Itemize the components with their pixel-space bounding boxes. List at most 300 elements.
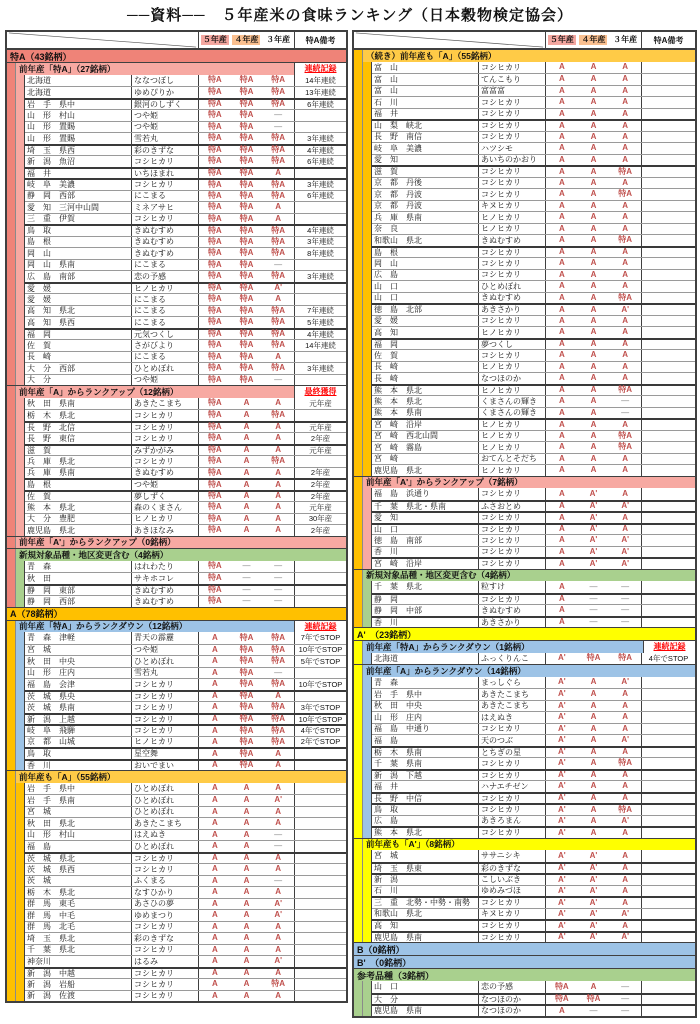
variety-cell: コシヒカリ bbox=[132, 854, 199, 864]
variety-cell: コシヒカリ bbox=[132, 991, 199, 1002]
area-cell: 新 潟 岩船 bbox=[25, 979, 132, 990]
rating-cells bbox=[546, 547, 642, 558]
rating-y3: 特A bbox=[271, 329, 286, 339]
table-row bbox=[7, 270, 346, 282]
level1-band bbox=[354, 581, 363, 593]
remark-cell bbox=[295, 561, 346, 573]
level2-band bbox=[363, 803, 372, 815]
rating-y4: A bbox=[590, 327, 597, 337]
rating-y3: A bbox=[622, 689, 629, 699]
variety-cell: あきさかり bbox=[479, 618, 546, 628]
area-cell: 山 形 置賜 bbox=[25, 133, 132, 144]
table-row bbox=[7, 955, 346, 967]
variety-cell: コシヒカリ bbox=[479, 898, 546, 908]
table-row bbox=[354, 677, 695, 689]
rating-cells bbox=[546, 442, 642, 453]
table-row bbox=[7, 247, 346, 259]
level1-band bbox=[354, 803, 363, 815]
remark-cell bbox=[642, 316, 695, 327]
level1-band bbox=[354, 292, 363, 304]
rating-y5: 特A bbox=[554, 981, 569, 991]
subheader-label: 新規対象品種・地区変更含む（4銘柄） bbox=[363, 570, 695, 582]
rating-y4: A bbox=[590, 385, 597, 395]
area-cell: 茨 城 県南 bbox=[25, 702, 132, 713]
area-cell: 山 形 村山 bbox=[25, 110, 132, 121]
variety-cell: 森のくまさん bbox=[132, 502, 199, 513]
rating-cells bbox=[546, 293, 642, 304]
rating-cells bbox=[199, 75, 295, 87]
variety-cell: コシヒカリ bbox=[479, 921, 546, 931]
variety-cell: コシヒカリ bbox=[479, 724, 546, 735]
rating-cells bbox=[546, 350, 642, 361]
table-row bbox=[354, 85, 695, 97]
diagonal-line-icon bbox=[354, 32, 545, 48]
rating-y4: A' bbox=[589, 897, 598, 907]
rating-cells bbox=[546, 86, 642, 97]
remark-cell bbox=[642, 502, 695, 512]
area-cell: 大 分 bbox=[372, 995, 479, 1005]
rating-y4: A bbox=[590, 453, 597, 463]
rating-y4: 特A bbox=[239, 340, 254, 350]
area-cell: 宮 崎 西北山間 bbox=[372, 431, 479, 442]
table-row bbox=[7, 328, 346, 340]
rating-y3: A bbox=[622, 850, 629, 860]
rating-y3: 特A bbox=[271, 87, 286, 97]
rating-y4: A bbox=[243, 944, 250, 954]
level2-band bbox=[363, 546, 372, 558]
remark-cell bbox=[642, 864, 695, 874]
rating-y3: A bbox=[622, 723, 629, 733]
rating-y3: A bbox=[622, 97, 629, 107]
area-cell: 奈 良 bbox=[372, 224, 479, 235]
column-header-row bbox=[354, 32, 695, 49]
area-cell: 埼 玉 県北 bbox=[25, 933, 132, 944]
remark-cell: 6年連続 bbox=[307, 99, 334, 109]
rating-y4: 特A bbox=[239, 374, 254, 384]
subheader-label: 前年産「特A」からランクダウン（12銘柄） bbox=[16, 621, 294, 633]
rating-y3: A bbox=[275, 864, 282, 874]
level1-band bbox=[7, 794, 16, 806]
rating-y3: ― bbox=[274, 121, 283, 131]
remark-cell bbox=[642, 189, 695, 200]
rating-y4: A bbox=[590, 223, 597, 233]
remark-cell: 元年産 bbox=[309, 502, 332, 512]
rating-cells bbox=[199, 110, 295, 121]
table-row bbox=[7, 478, 346, 490]
rating-y5: A bbox=[211, 990, 218, 1000]
area-cell: 熊 本 県北 bbox=[372, 828, 479, 838]
area-cell: 佐 賀 bbox=[372, 350, 479, 361]
rating-cells bbox=[199, 525, 295, 536]
remark-cell bbox=[295, 110, 346, 121]
rating-y5: A' bbox=[557, 932, 566, 942]
level1-band bbox=[354, 688, 363, 700]
remark-cell bbox=[295, 214, 346, 225]
level1-band bbox=[7, 909, 16, 921]
level1-band bbox=[7, 667, 16, 679]
rating-cells bbox=[199, 180, 295, 190]
area-cell: 熊 本 県北 bbox=[372, 386, 479, 396]
variety-cell: あきたこまち bbox=[132, 818, 199, 829]
rating-cells bbox=[199, 945, 295, 956]
area-cell: 香 川 bbox=[372, 618, 479, 628]
variety-cell: こしいぶき bbox=[479, 875, 546, 885]
rating-y4: A bbox=[590, 247, 597, 257]
level2-band bbox=[16, 351, 25, 363]
variety-cell: あさひの夢 bbox=[132, 899, 199, 910]
variety-cell: コシヒカリ bbox=[132, 679, 199, 690]
table-row bbox=[354, 593, 695, 605]
rating-y5: A bbox=[558, 247, 565, 257]
remark-cell bbox=[295, 969, 346, 979]
subheader-label: 前年産「A'」からランクアップ（7銘柄） bbox=[363, 477, 695, 489]
rating-cells bbox=[199, 433, 295, 444]
remark-cell bbox=[295, 841, 346, 852]
rating-y5: A bbox=[558, 419, 565, 429]
variety-cell: あきさかり bbox=[479, 305, 546, 315]
remark-cell: 4年連続 bbox=[307, 329, 334, 339]
variety-cell: ふさおとめ bbox=[479, 502, 546, 512]
remark-cell bbox=[295, 807, 346, 818]
rating-cells bbox=[199, 260, 295, 271]
level1-band bbox=[7, 86, 16, 98]
level1-band bbox=[7, 549, 16, 561]
area-cell: 愛 媛 bbox=[25, 294, 132, 305]
rating-y3: ― bbox=[621, 407, 630, 417]
remark-cell bbox=[642, 212, 695, 223]
variety-cell: あきたこまち bbox=[479, 689, 546, 700]
variety-cell: 青天の霹靂 bbox=[132, 632, 199, 644]
rating-cells bbox=[546, 212, 642, 223]
area-cell: 長 崎 bbox=[372, 373, 479, 384]
level2-band bbox=[16, 282, 25, 294]
remark-cell: 6年連続 bbox=[307, 191, 334, 201]
table-row bbox=[354, 200, 695, 212]
rating-y4: ― bbox=[242, 585, 251, 595]
remark-cell bbox=[642, 362, 695, 373]
variety-cell: コシヒカリ bbox=[479, 270, 546, 281]
rating-y4: A bbox=[590, 419, 597, 429]
area-cell: 静 岡 西部 bbox=[25, 596, 132, 607]
level2-band bbox=[16, 713, 25, 725]
rating-cells bbox=[199, 761, 295, 771]
area-cell: 岩 手 県中 bbox=[372, 689, 479, 700]
rating-y5: A' bbox=[557, 735, 566, 745]
level1-band bbox=[354, 384, 363, 396]
remark-cell: 元年産 bbox=[309, 398, 332, 408]
table-row bbox=[354, 372, 695, 384]
rating-y4: A bbox=[590, 781, 597, 791]
rating-cells bbox=[546, 816, 642, 827]
level1-band bbox=[7, 155, 16, 167]
rating-y3: ― bbox=[274, 667, 283, 677]
level1-band bbox=[7, 524, 16, 536]
rating-y4: A bbox=[243, 841, 250, 851]
rating-cells bbox=[546, 178, 642, 189]
rating-y4: A bbox=[590, 677, 597, 687]
rating-y4: A' bbox=[589, 920, 598, 930]
rating-y4: A bbox=[590, 292, 597, 302]
rating-y3: A bbox=[622, 465, 629, 475]
level1-band bbox=[7, 561, 16, 573]
level1-band bbox=[7, 362, 16, 374]
area-cell: 群 馬 中毛 bbox=[25, 910, 132, 921]
rating-y5: A' bbox=[557, 723, 566, 733]
rating-y3: A bbox=[275, 806, 282, 816]
level1-band bbox=[354, 885, 363, 897]
rating-y4: 特A bbox=[239, 363, 254, 373]
rating-y3: A bbox=[275, 479, 282, 489]
remark-cell bbox=[642, 431, 695, 442]
rating-y5: 特A bbox=[207, 596, 222, 606]
rating-y3: ― bbox=[621, 581, 630, 591]
rating-y4: A bbox=[243, 864, 250, 874]
remark-cell bbox=[642, 465, 695, 476]
rating-y4: A' bbox=[589, 535, 598, 545]
level2-band bbox=[363, 372, 372, 384]
table-row bbox=[354, 73, 695, 85]
table-row bbox=[7, 932, 346, 944]
remark-cell bbox=[642, 340, 695, 350]
rating-y3: A bbox=[622, 700, 629, 710]
rating-y4: 特A bbox=[239, 133, 254, 143]
level2-band bbox=[16, 178, 25, 190]
area-cell: 新 潟 中越 bbox=[25, 969, 132, 979]
subheader-remark-label: 最終獲得 bbox=[294, 386, 346, 398]
rating-y5: 特A bbox=[207, 456, 222, 466]
rating-y3: A bbox=[622, 269, 629, 279]
rating-cells bbox=[546, 781, 642, 792]
rating-y4: A bbox=[590, 189, 597, 199]
remark-cell bbox=[295, 818, 346, 829]
area-cell: 鳥 取 bbox=[25, 749, 132, 759]
variety-cell: 元気つくし bbox=[132, 330, 199, 340]
rating-y3: ― bbox=[274, 585, 283, 595]
rating-y5: A' bbox=[557, 804, 566, 814]
area-cell: 新 潟 上越 bbox=[25, 715, 132, 725]
area-cell: 福 井 bbox=[372, 781, 479, 792]
rating-y5: 特A bbox=[207, 133, 222, 143]
remark-cell bbox=[295, 375, 346, 386]
rating-y3: 特A bbox=[271, 271, 286, 281]
rating-y4: A bbox=[590, 712, 597, 722]
level2-band bbox=[363, 746, 372, 758]
rating-y4: 特A bbox=[239, 99, 254, 109]
rating-y4: 特A bbox=[239, 168, 254, 178]
remark-cell: 4年でSTOP bbox=[648, 653, 689, 663]
level1-band bbox=[354, 523, 363, 535]
rating-y3: ― bbox=[274, 841, 283, 851]
rating-y5: A bbox=[558, 97, 565, 107]
rating-y5: A' bbox=[557, 712, 566, 722]
level2-band bbox=[16, 863, 25, 875]
rating-y5: A bbox=[211, 829, 218, 839]
rating-y4: 特A bbox=[239, 75, 254, 85]
table-row bbox=[354, 981, 695, 993]
rating-y4: 特A bbox=[239, 679, 254, 689]
rating-cells bbox=[199, 586, 295, 596]
area-cell: 山 形 庄内 bbox=[25, 668, 132, 679]
remark-cell: 14年連続 bbox=[305, 340, 336, 350]
table-row bbox=[7, 121, 346, 133]
variety-cell: はえぬき bbox=[479, 712, 546, 723]
rating-y5: A bbox=[211, 841, 218, 851]
rating-cells bbox=[546, 488, 642, 500]
rating-y3: A bbox=[622, 223, 629, 233]
rating-y3: 特A bbox=[271, 656, 286, 666]
area-cell: 山 口 bbox=[372, 281, 479, 292]
level1-band bbox=[7, 259, 16, 271]
level2-band bbox=[16, 259, 25, 271]
level1-band bbox=[354, 395, 363, 407]
variety-cell: キヌヒカリ bbox=[479, 909, 546, 920]
rating-y4: ― bbox=[242, 596, 251, 606]
rating-y5: A bbox=[211, 656, 218, 666]
rating-y4: A bbox=[590, 154, 597, 164]
level2-band bbox=[16, 955, 25, 967]
rating-y3: A bbox=[275, 168, 282, 178]
section-subheader bbox=[7, 536, 346, 549]
level1-band bbox=[354, 665, 363, 677]
level2-band bbox=[16, 829, 25, 841]
level1-band bbox=[7, 421, 16, 433]
rating-y3: A bbox=[622, 874, 629, 884]
rating-y5: A bbox=[558, 304, 565, 314]
level2-band bbox=[363, 165, 372, 177]
level1-band bbox=[354, 653, 363, 665]
variety-cell: コシヒカリ bbox=[479, 258, 546, 269]
level1-band bbox=[7, 537, 16, 549]
level2-band bbox=[363, 677, 372, 689]
remark-cell: 5年でSTOP bbox=[300, 656, 341, 666]
rating-y3: 特A bbox=[271, 410, 286, 420]
rating-cells bbox=[199, 340, 295, 351]
rating-y3: A bbox=[622, 863, 629, 873]
rating-y3: 特A bbox=[271, 632, 286, 642]
table-row bbox=[7, 863, 346, 875]
level2-band bbox=[363, 338, 372, 350]
level1-band bbox=[7, 932, 16, 944]
rating-y4: A bbox=[590, 315, 597, 325]
area-cell: 岩 手 県南 bbox=[25, 795, 132, 806]
level1-band bbox=[354, 792, 363, 804]
table-row bbox=[7, 898, 346, 910]
table-row bbox=[354, 269, 695, 281]
rating-cells bbox=[546, 201, 642, 212]
table-row bbox=[354, 177, 695, 189]
table-row bbox=[7, 667, 346, 679]
rating-y5: 特A bbox=[207, 271, 222, 281]
rating-y3: 特A bbox=[618, 430, 633, 440]
area-cell: 秋 田 中央 bbox=[372, 701, 479, 712]
rating-y5: 特A bbox=[207, 213, 222, 223]
remark-cell bbox=[642, 201, 695, 212]
rating-y3: A bbox=[622, 247, 629, 257]
level2-band bbox=[16, 167, 25, 179]
area-cell: 新 潟 下越 bbox=[372, 771, 479, 781]
rating-y5: 特A bbox=[207, 305, 222, 315]
area-cell: 福 井 bbox=[372, 109, 479, 120]
rating-y5: A bbox=[558, 373, 565, 383]
rating-cells bbox=[546, 167, 642, 177]
table-row bbox=[7, 455, 346, 467]
area-cell: 秋 田 県北 bbox=[25, 818, 132, 829]
variety-cell: 夢つくし bbox=[479, 340, 546, 350]
rating-y4: A bbox=[590, 430, 597, 440]
rating-y4: 特A bbox=[239, 714, 254, 724]
rating-cells bbox=[199, 864, 295, 875]
level1-band bbox=[354, 303, 363, 315]
variety-cell: コシヒカリ bbox=[479, 488, 546, 500]
rating-y5: 特A bbox=[207, 248, 222, 258]
rating-y3: 特A bbox=[618, 166, 633, 176]
rating-cells bbox=[546, 305, 642, 315]
rating-y4: A bbox=[590, 143, 597, 153]
rating-y3: 特A bbox=[271, 225, 286, 235]
rating-y5: A' bbox=[557, 920, 566, 930]
table-row bbox=[354, 338, 695, 350]
remark-cell bbox=[642, 270, 695, 281]
rating-cells bbox=[546, 909, 642, 920]
variety-cell: コシヒカリ bbox=[479, 167, 546, 177]
level2-band bbox=[363, 850, 372, 862]
variety-cell: くまさんの輝き bbox=[479, 408, 546, 419]
rating-cells bbox=[199, 969, 295, 979]
rating-cells bbox=[546, 875, 642, 885]
remark-cell bbox=[642, 143, 695, 154]
variety-cell: コシヒカリ bbox=[132, 456, 199, 467]
variety-cell: なつほのか bbox=[479, 995, 546, 1005]
level2-band bbox=[16, 247, 25, 259]
rating-y3: ― bbox=[274, 259, 283, 269]
rating-y5: A bbox=[558, 594, 565, 604]
rating-cells bbox=[546, 121, 642, 131]
level2-band bbox=[363, 500, 372, 512]
table-row bbox=[7, 990, 346, 1002]
rating-y3: A' bbox=[621, 558, 630, 568]
level2-band bbox=[363, 154, 372, 166]
rating-y4: A bbox=[243, 502, 250, 512]
rating-y4: 特A bbox=[239, 748, 254, 758]
table-row bbox=[7, 501, 346, 513]
table-row bbox=[354, 96, 695, 108]
remark-cell: 6年連続 bbox=[307, 156, 334, 166]
rating-y4: A bbox=[243, 398, 250, 408]
level1-band bbox=[7, 621, 16, 633]
table-row bbox=[354, 223, 695, 235]
area-cell: 北海道 bbox=[25, 75, 132, 87]
variety-cell: ヒノヒカリ bbox=[479, 212, 546, 223]
level2-band bbox=[16, 794, 25, 806]
rating-cells bbox=[546, 62, 642, 74]
level1-band bbox=[354, 119, 363, 131]
variety-cell: ヒノヒカリ bbox=[479, 386, 546, 396]
level1-band bbox=[354, 349, 363, 361]
level1-band bbox=[354, 873, 363, 885]
area-cell: 青 森 bbox=[372, 677, 479, 689]
remark-cell bbox=[642, 898, 695, 908]
remark-cell bbox=[642, 525, 695, 535]
rating-cells bbox=[546, 132, 642, 143]
rating-y4: A bbox=[243, 525, 250, 535]
level1-band bbox=[7, 409, 16, 421]
rating-y4: A bbox=[243, 818, 250, 828]
level1-band bbox=[7, 190, 16, 202]
rating-y3: A bbox=[622, 350, 629, 360]
header-year3-label: ３年産 bbox=[266, 35, 291, 44]
rating-cells bbox=[546, 771, 642, 781]
rating-y4: A bbox=[590, 281, 597, 291]
